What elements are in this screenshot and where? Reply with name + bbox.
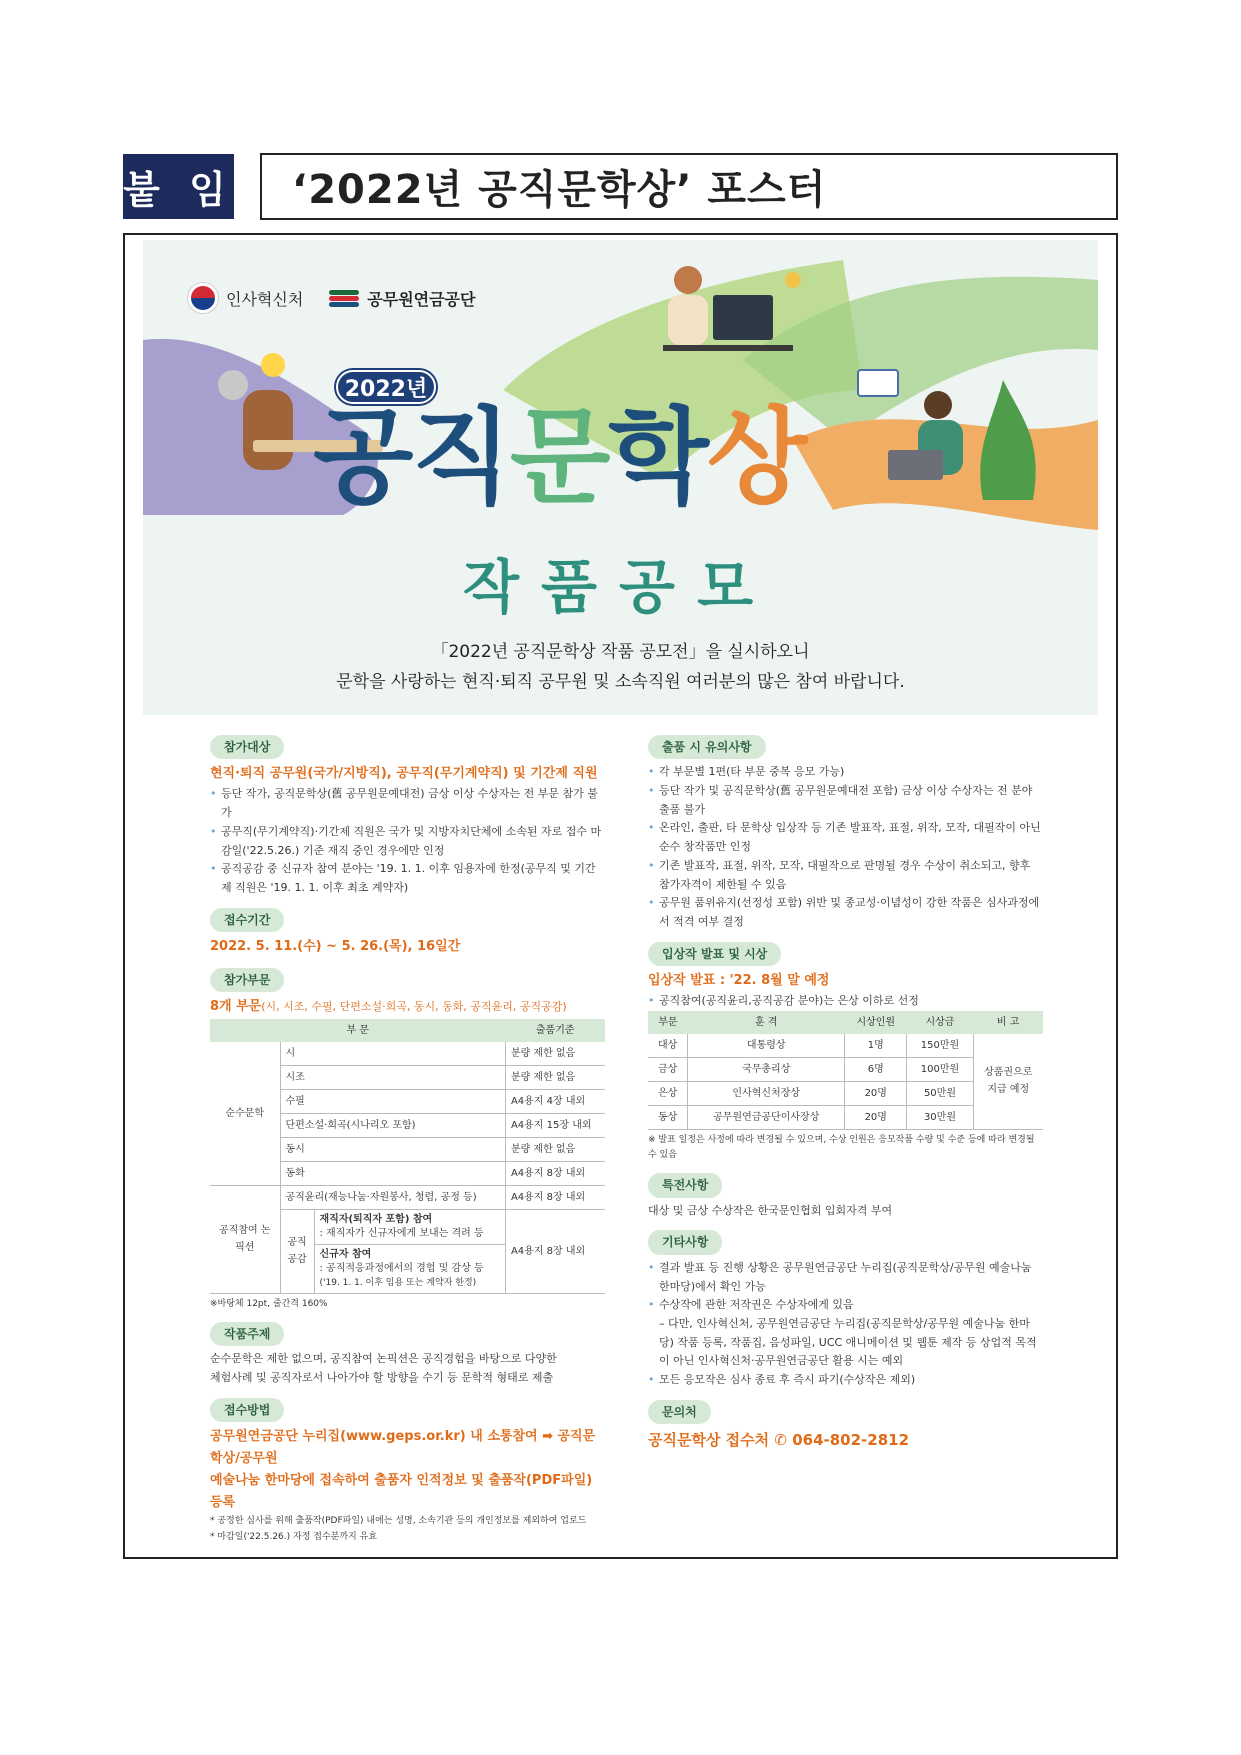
table-row — [648, 1034, 1043, 1058]
awards-table — [648, 1011, 1043, 1130]
empathy-b-desc: : 공직적응과정에서의 경험 및 감상 등 — [319, 1262, 484, 1274]
cell: 100만원 — [907, 1057, 973, 1081]
contact-line — [648, 1428, 1043, 1454]
cell: 은상 — [648, 1081, 688, 1105]
categories-section — [210, 968, 605, 1312]
benefits-heading: 특전사항 — [648, 1173, 722, 1197]
categories-heading: 참가부문 — [210, 968, 284, 992]
geps-label: 공무원연금공단 — [367, 289, 476, 309]
awards-section — [648, 942, 1043, 1164]
theme-heading: 작품주제 — [210, 1322, 284, 1346]
list-item: • 공무원 품위유지(선정성 포함) 위반 및 종교성·이념성이 강한 작품은 심사과정에서 적격 여부 결정 — [648, 894, 1043, 931]
taegeuk-icon — [188, 283, 218, 313]
period-heading: 접수기간 — [210, 908, 284, 932]
cell: 국무총리상 — [688, 1057, 845, 1081]
awards-remark: 상품권으로 지급 예정 — [973, 1034, 1043, 1130]
method-line-2: 예술나눔 한마당에 접속하여 출품자 인적정보 및 출품작(PDF파일) 등록 — [210, 1473, 593, 1511]
left-column — [210, 735, 605, 1555]
title-part-1: 공직 — [313, 396, 510, 518]
page-title: ‘2022년 공직문학상’ 포스터 — [260, 153, 1118, 220]
right-column — [648, 735, 1043, 1464]
table-header: 출품기준 — [505, 1019, 605, 1042]
table-header: 시상금 — [907, 1011, 973, 1034]
list-item: • 등단 작가 및 공직문학상(舊 공무원문예대전 포함) 금상 이상 수상자는 전 분야 출품 불가 — [648, 782, 1043, 819]
list-item: • 공직참여(공직윤리,공직공감 분야)는 은상 이하로 선정 — [648, 992, 1043, 1011]
cell: 분량 제한 없음 — [505, 1065, 605, 1089]
table-row — [210, 1042, 605, 1066]
title-part-2: 문 — [509, 396, 609, 518]
others-section — [648, 1230, 1043, 1389]
benefits-text: 대상 및 금상 수상작은 한국문인협회 입회자격 부여 — [648, 1203, 893, 1217]
awards-highlight: 입상작 발표 : '22. 8월 말 예정 — [648, 972, 830, 988]
cell: 20명 — [845, 1081, 907, 1105]
cell — [314, 1244, 505, 1293]
list-item: • 수상작에 관한 저작권은 수상자에게 있음 — [648, 1296, 1043, 1315]
categories-footnote: ※바탕체 12pt, 줄간격 160% — [210, 1298, 328, 1309]
mpm-logo — [188, 283, 303, 313]
benefits-section — [648, 1173, 1043, 1220]
cautions-heading: 출품 시 유의사항 — [648, 735, 766, 759]
poster-banner — [143, 240, 1098, 715]
cell: 단편소설·희곡(시나리오 포함) — [280, 1113, 505, 1137]
categories-table — [210, 1019, 605, 1294]
table-row — [210, 1185, 605, 1209]
table-header: 훈 격 — [688, 1011, 845, 1034]
table-header: 시상인원 — [845, 1011, 907, 1034]
method-note-2: * 마감일('22.5.26.) 자정 접수분까지 유효 — [210, 1531, 377, 1542]
cell: A4용지 15장 내외 — [505, 1113, 605, 1137]
others-sub: – 다만, 인사혁신처, 공무원연금공단 누리집(공직문학상/공무원 예술나눔 한마당) 작품 등록, 작품집, 음성파일, UCC 애니메이션 및 웹툰 제작 등 상업적 목적이 아닌 인사혁신처·공무원연금공단 활용 시는 예외 — [659, 1316, 1037, 1368]
contact-phone: 064-802-2812 — [792, 1431, 910, 1450]
group-essay: 공직참여 논픽션 — [210, 1185, 280, 1293]
theme-text-1: 순수문학은 제한 없으며, 공직참여 논픽션은 공직경험을 바탕으로 다양한 — [210, 1352, 557, 1366]
attachment-tag: 붙 임 — [123, 154, 234, 219]
cell: 1명 — [845, 1034, 907, 1058]
logo-bar — [188, 283, 475, 313]
cell: 금상 — [648, 1057, 688, 1081]
list-item: • 결과 발표 등 진행 상황은 공무원연금공단 누리집(공직문학상/공무원 예술나눔 한마당)에서 확인 가능 — [648, 1259, 1043, 1296]
geps-logo — [329, 287, 475, 310]
eligibility-section — [210, 735, 605, 898]
group-pure: 순수문학 — [210, 1042, 280, 1186]
cell: 대통령상 — [688, 1034, 845, 1058]
method-note-1: * 공정한 심사를 위해 출품작(PDF파일) 내에는 성명, 소속기관 등의 개인정보를 제외하여 업로드 — [210, 1516, 587, 1527]
cell: 동상 — [648, 1105, 688, 1129]
awards-heading: 입상작 발표 및 시상 — [648, 942, 781, 966]
cell: 분량 제한 없음 — [505, 1137, 605, 1161]
cell: A4용지 4장 내외 — [505, 1089, 605, 1113]
empathy-label: 공직 공감 — [280, 1209, 314, 1293]
cell: 150만원 — [907, 1034, 973, 1058]
cell: 인사혁신처장상 — [688, 1081, 845, 1105]
intro-line-2: 문학을 사랑하는 현직·퇴직 공무원 및 소속직원 여러분의 많은 참여 바랍니다. — [336, 672, 905, 692]
method-section — [210, 1398, 605, 1545]
method-heading: 접수방법 — [210, 1398, 284, 1422]
cell: 6명 — [845, 1057, 907, 1081]
empathy-a-desc: : 재직자가 신규자에게 보내는 격려 등 — [319, 1227, 484, 1239]
empathy-a-title: 재직자(퇴직자 포함) 참여 — [319, 1213, 433, 1225]
list-item: • 기존 발표작, 표절, 위작, 모작, 대필작으로 판명될 경우 수상이 취소되고, 향후 참가자격이 제한될 수 있음 — [648, 857, 1043, 894]
period-section — [210, 908, 605, 958]
others-heading: 기타사항 — [648, 1230, 722, 1254]
cell — [314, 1209, 505, 1244]
empathy-b-note: ('19. 1. 1. 이후 임용 또는 계약자 한정) — [319, 1277, 477, 1288]
cell: 동시 — [280, 1137, 505, 1161]
contact-label: 공직문학상 접수처 — [648, 1431, 770, 1450]
cell: 분량 제한 없음 — [505, 1042, 605, 1066]
table-header: 비 고 — [973, 1011, 1043, 1034]
geps-mark-icon — [329, 289, 359, 307]
eligibility-heading: 참가대상 — [210, 735, 284, 759]
cell: 시 — [280, 1042, 505, 1066]
cell: 공무원연금공단이사장상 — [688, 1105, 845, 1129]
theme-section — [210, 1322, 605, 1388]
cautions-section — [648, 735, 1043, 932]
cell: 50만원 — [907, 1081, 973, 1105]
empathy-b-title: 신규자 참여 — [319, 1248, 372, 1260]
list-item: • 공직공감 중 신규자 참여 분야는 '19. 1. 1. 이후 임용자에 한정(공무직 및 기간제 직원은 '19. 1. 1. 이후 최초 계약자) — [210, 860, 605, 897]
eligibility-highlight: 현직·퇴직 공무원(국가/지방직), 공무직(무기계약직) 및 기간제 직원 — [210, 766, 598, 782]
cell: 수필 — [280, 1089, 505, 1113]
cell: 대상 — [648, 1034, 688, 1058]
categories-highlight: 8개 부문 — [210, 999, 262, 1015]
title-part-4: 상 — [706, 396, 806, 518]
cell: A4용지 8장 내외 — [505, 1209, 605, 1293]
categories-detail: (시, 시조, 수필, 단편소설·희곡, 동시, 동화, 공직윤리, 공직공감) — [261, 1000, 567, 1014]
cell: 공직윤리(재능나눔·자원봉사, 청렴, 공정 등) — [280, 1185, 505, 1209]
phone-icon: ✆ — [774, 1431, 787, 1450]
list-item: • 온라인, 출판, 타 문학상 입상작 등 기존 발표작, 표절, 위작, 모작, 대필작이 아닌 순수 창작품만 인정 — [648, 819, 1043, 856]
list-item: • 모든 응모작은 심사 종료 후 즉시 파기(수상작은 제외) — [648, 1371, 1043, 1390]
cell: 시조 — [280, 1065, 505, 1089]
poster-subtitle: 작품공모 — [463, 553, 776, 621]
table-header: 부문 — [648, 1011, 688, 1034]
cell: 동화 — [280, 1161, 505, 1185]
year-badge: 2022년 — [336, 370, 436, 404]
period-value: 2022. 5. 11.(수) ~ 5. 26.(목), 16일간 — [210, 939, 461, 954]
method-line-1: 공무원연금공단 누리집(www.geps.or.kr) 내 소통참여 ➡ 공직문학상/공무원 — [210, 1429, 596, 1467]
contact-section — [648, 1400, 1043, 1454]
theme-text-2: 체험사례 및 공직자로서 나아가야 할 방향을 수기 등 문학적 형태로 제출 — [210, 1370, 554, 1384]
title-part-3: 학 — [608, 396, 707, 518]
list-item: • 공무직(무기계약직)·기간제 직원은 국가 및 지방자치단체에 소속된 자로 접수 마감일('22.5.26.) 기준 재직 중인 경우에만 인정 — [210, 823, 605, 860]
intro-line-1: 「2022년 공직문학상 작품 공모전」을 실시하오니 — [431, 642, 810, 662]
list-item: • 등단 작가, 공직문학상(舊 공무원문예대전) 금상 이상 수상자는 전 부문 참가 불가 — [210, 785, 605, 822]
table-header: 부 문 — [210, 1019, 505, 1042]
awards-footnote: ※ 발표 일정은 사정에 따라 변경될 수 있으며, 수상 인원은 응모작품 수량 및 수준 등에 따라 변경될 수 있음 — [648, 1134, 1035, 1161]
list-item: • 각 부문별 1편(타 부문 중복 응모 가능) — [648, 763, 1043, 782]
contact-heading: 문의처 — [648, 1400, 711, 1424]
cell: 30만원 — [907, 1105, 973, 1129]
cell: A4용지 8장 내외 — [505, 1161, 605, 1185]
cell: A4용지 8장 내외 — [505, 1185, 605, 1209]
mpm-label: 인사혁신처 — [226, 289, 304, 309]
poster-main-title — [313, 396, 806, 518]
cell: 20명 — [845, 1105, 907, 1129]
